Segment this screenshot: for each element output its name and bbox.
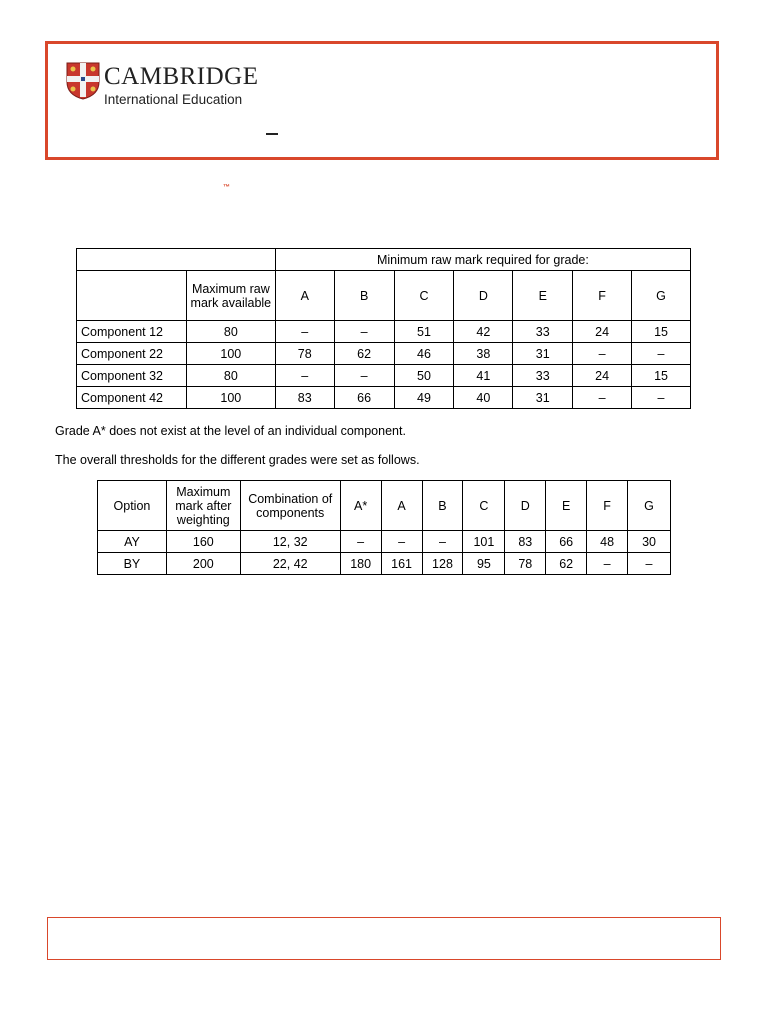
overall-thresholds-table bbox=[97, 480, 671, 575]
mark-cell: 31 bbox=[513, 387, 573, 409]
blank-corner-cell bbox=[77, 249, 276, 271]
option-header: Option bbox=[98, 481, 167, 531]
overall-note: The overall thresholds for the different grades were set as follows. bbox=[55, 453, 420, 467]
mark-cell: 66 bbox=[546, 531, 587, 553]
mark-cell: – bbox=[275, 365, 334, 387]
max-weighted-header: Maximum mark after weighting bbox=[166, 481, 240, 531]
header-box bbox=[45, 41, 719, 160]
mark-cell: – bbox=[587, 553, 628, 575]
mark-cell: 66 bbox=[334, 387, 394, 409]
mark-cell: – bbox=[340, 531, 381, 553]
combination-header: Combination of components bbox=[240, 481, 340, 531]
mark-cell: 95 bbox=[463, 553, 505, 575]
grade-header: E bbox=[513, 271, 573, 321]
mark-cell: 40 bbox=[454, 387, 513, 409]
trademark-mark: ™ bbox=[223, 184, 230, 191]
brand-name: CAMBRIDGE bbox=[104, 63, 259, 90]
max-raw-header: Maximum raw mark available bbox=[186, 271, 275, 321]
component-thresholds-table bbox=[76, 248, 691, 409]
grade-header: G bbox=[628, 481, 671, 531]
mark-cell: – bbox=[628, 553, 671, 575]
component-label: Component 32 bbox=[77, 365, 187, 387]
grade-header: A* bbox=[340, 481, 381, 531]
mark-cell: 42 bbox=[454, 321, 513, 343]
grade-header: F bbox=[587, 481, 628, 531]
grade-header: C bbox=[463, 481, 505, 531]
mark-cell: – bbox=[422, 531, 463, 553]
grade-header: F bbox=[573, 271, 632, 321]
grade-header: E bbox=[546, 481, 587, 531]
grade-header: A bbox=[275, 271, 334, 321]
mark-cell: 38 bbox=[454, 343, 513, 365]
table-row bbox=[98, 531, 671, 553]
max-mark-cell: 160 bbox=[166, 531, 240, 553]
mark-cell: 161 bbox=[381, 553, 422, 575]
grade-header: D bbox=[454, 271, 513, 321]
mark-cell: – bbox=[334, 365, 394, 387]
max-mark-cell: 100 bbox=[186, 387, 275, 409]
cambridge-logo bbox=[66, 62, 326, 112]
mark-cell: – bbox=[573, 343, 632, 365]
mark-cell: 24 bbox=[573, 321, 632, 343]
table-row bbox=[77, 387, 691, 409]
mark-cell: – bbox=[632, 387, 691, 409]
option-cell: AY bbox=[98, 531, 167, 553]
mark-cell: 31 bbox=[513, 343, 573, 365]
brand-subtitle: International Education bbox=[104, 92, 243, 107]
grade-header: B bbox=[422, 481, 463, 531]
mark-cell: – bbox=[632, 343, 691, 365]
mark-cell: 30 bbox=[628, 531, 671, 553]
component-label: Component 22 bbox=[77, 343, 187, 365]
grade-group-header: Minimum raw mark required for grade: bbox=[275, 249, 690, 271]
combination-cell: 12, 32 bbox=[240, 531, 340, 553]
blank-label-header bbox=[77, 271, 187, 321]
mark-cell: 15 bbox=[632, 365, 691, 387]
mark-cell: 180 bbox=[340, 553, 381, 575]
grade-header: G bbox=[632, 271, 691, 321]
mark-cell: 49 bbox=[394, 387, 454, 409]
mark-cell: – bbox=[275, 321, 334, 343]
table-row bbox=[77, 343, 691, 365]
footer-box bbox=[47, 917, 721, 960]
table-row bbox=[98, 553, 671, 575]
mark-cell: 101 bbox=[463, 531, 505, 553]
mark-cell: 46 bbox=[394, 343, 454, 365]
mark-cell: 48 bbox=[587, 531, 628, 553]
grade-header: D bbox=[505, 481, 546, 531]
mark-cell: 33 bbox=[513, 321, 573, 343]
mark-cell: 15 bbox=[632, 321, 691, 343]
max-mark-cell: 80 bbox=[186, 321, 275, 343]
cambridge-crest-icon bbox=[66, 62, 100, 100]
combination-cell: 22, 42 bbox=[240, 553, 340, 575]
mark-cell: 33 bbox=[513, 365, 573, 387]
mark-cell: 51 bbox=[394, 321, 454, 343]
table-row bbox=[77, 365, 691, 387]
max-mark-cell: 200 bbox=[166, 553, 240, 575]
mark-cell: 41 bbox=[454, 365, 513, 387]
grade-header: A bbox=[381, 481, 422, 531]
grade-header: B bbox=[334, 271, 394, 321]
mark-cell: 83 bbox=[505, 531, 546, 553]
grade-header: C bbox=[394, 271, 454, 321]
mark-cell: – bbox=[573, 387, 632, 409]
mark-cell: 128 bbox=[422, 553, 463, 575]
component-label: Component 12 bbox=[77, 321, 187, 343]
mark-cell: – bbox=[381, 531, 422, 553]
mark-cell: 24 bbox=[573, 365, 632, 387]
max-mark-cell: 100 bbox=[186, 343, 275, 365]
astar-note: Grade A* does not exist at the level of an individual component. bbox=[55, 424, 406, 438]
header-dash bbox=[266, 133, 278, 135]
table-row bbox=[77, 321, 691, 343]
mark-cell: – bbox=[334, 321, 394, 343]
mark-cell: 50 bbox=[394, 365, 454, 387]
component-label: Component 42 bbox=[77, 387, 187, 409]
max-mark-cell: 80 bbox=[186, 365, 275, 387]
mark-cell: 62 bbox=[334, 343, 394, 365]
mark-cell: 78 bbox=[505, 553, 546, 575]
option-cell: BY bbox=[98, 553, 167, 575]
mark-cell: 62 bbox=[546, 553, 587, 575]
mark-cell: 78 bbox=[275, 343, 334, 365]
mark-cell: 83 bbox=[275, 387, 334, 409]
